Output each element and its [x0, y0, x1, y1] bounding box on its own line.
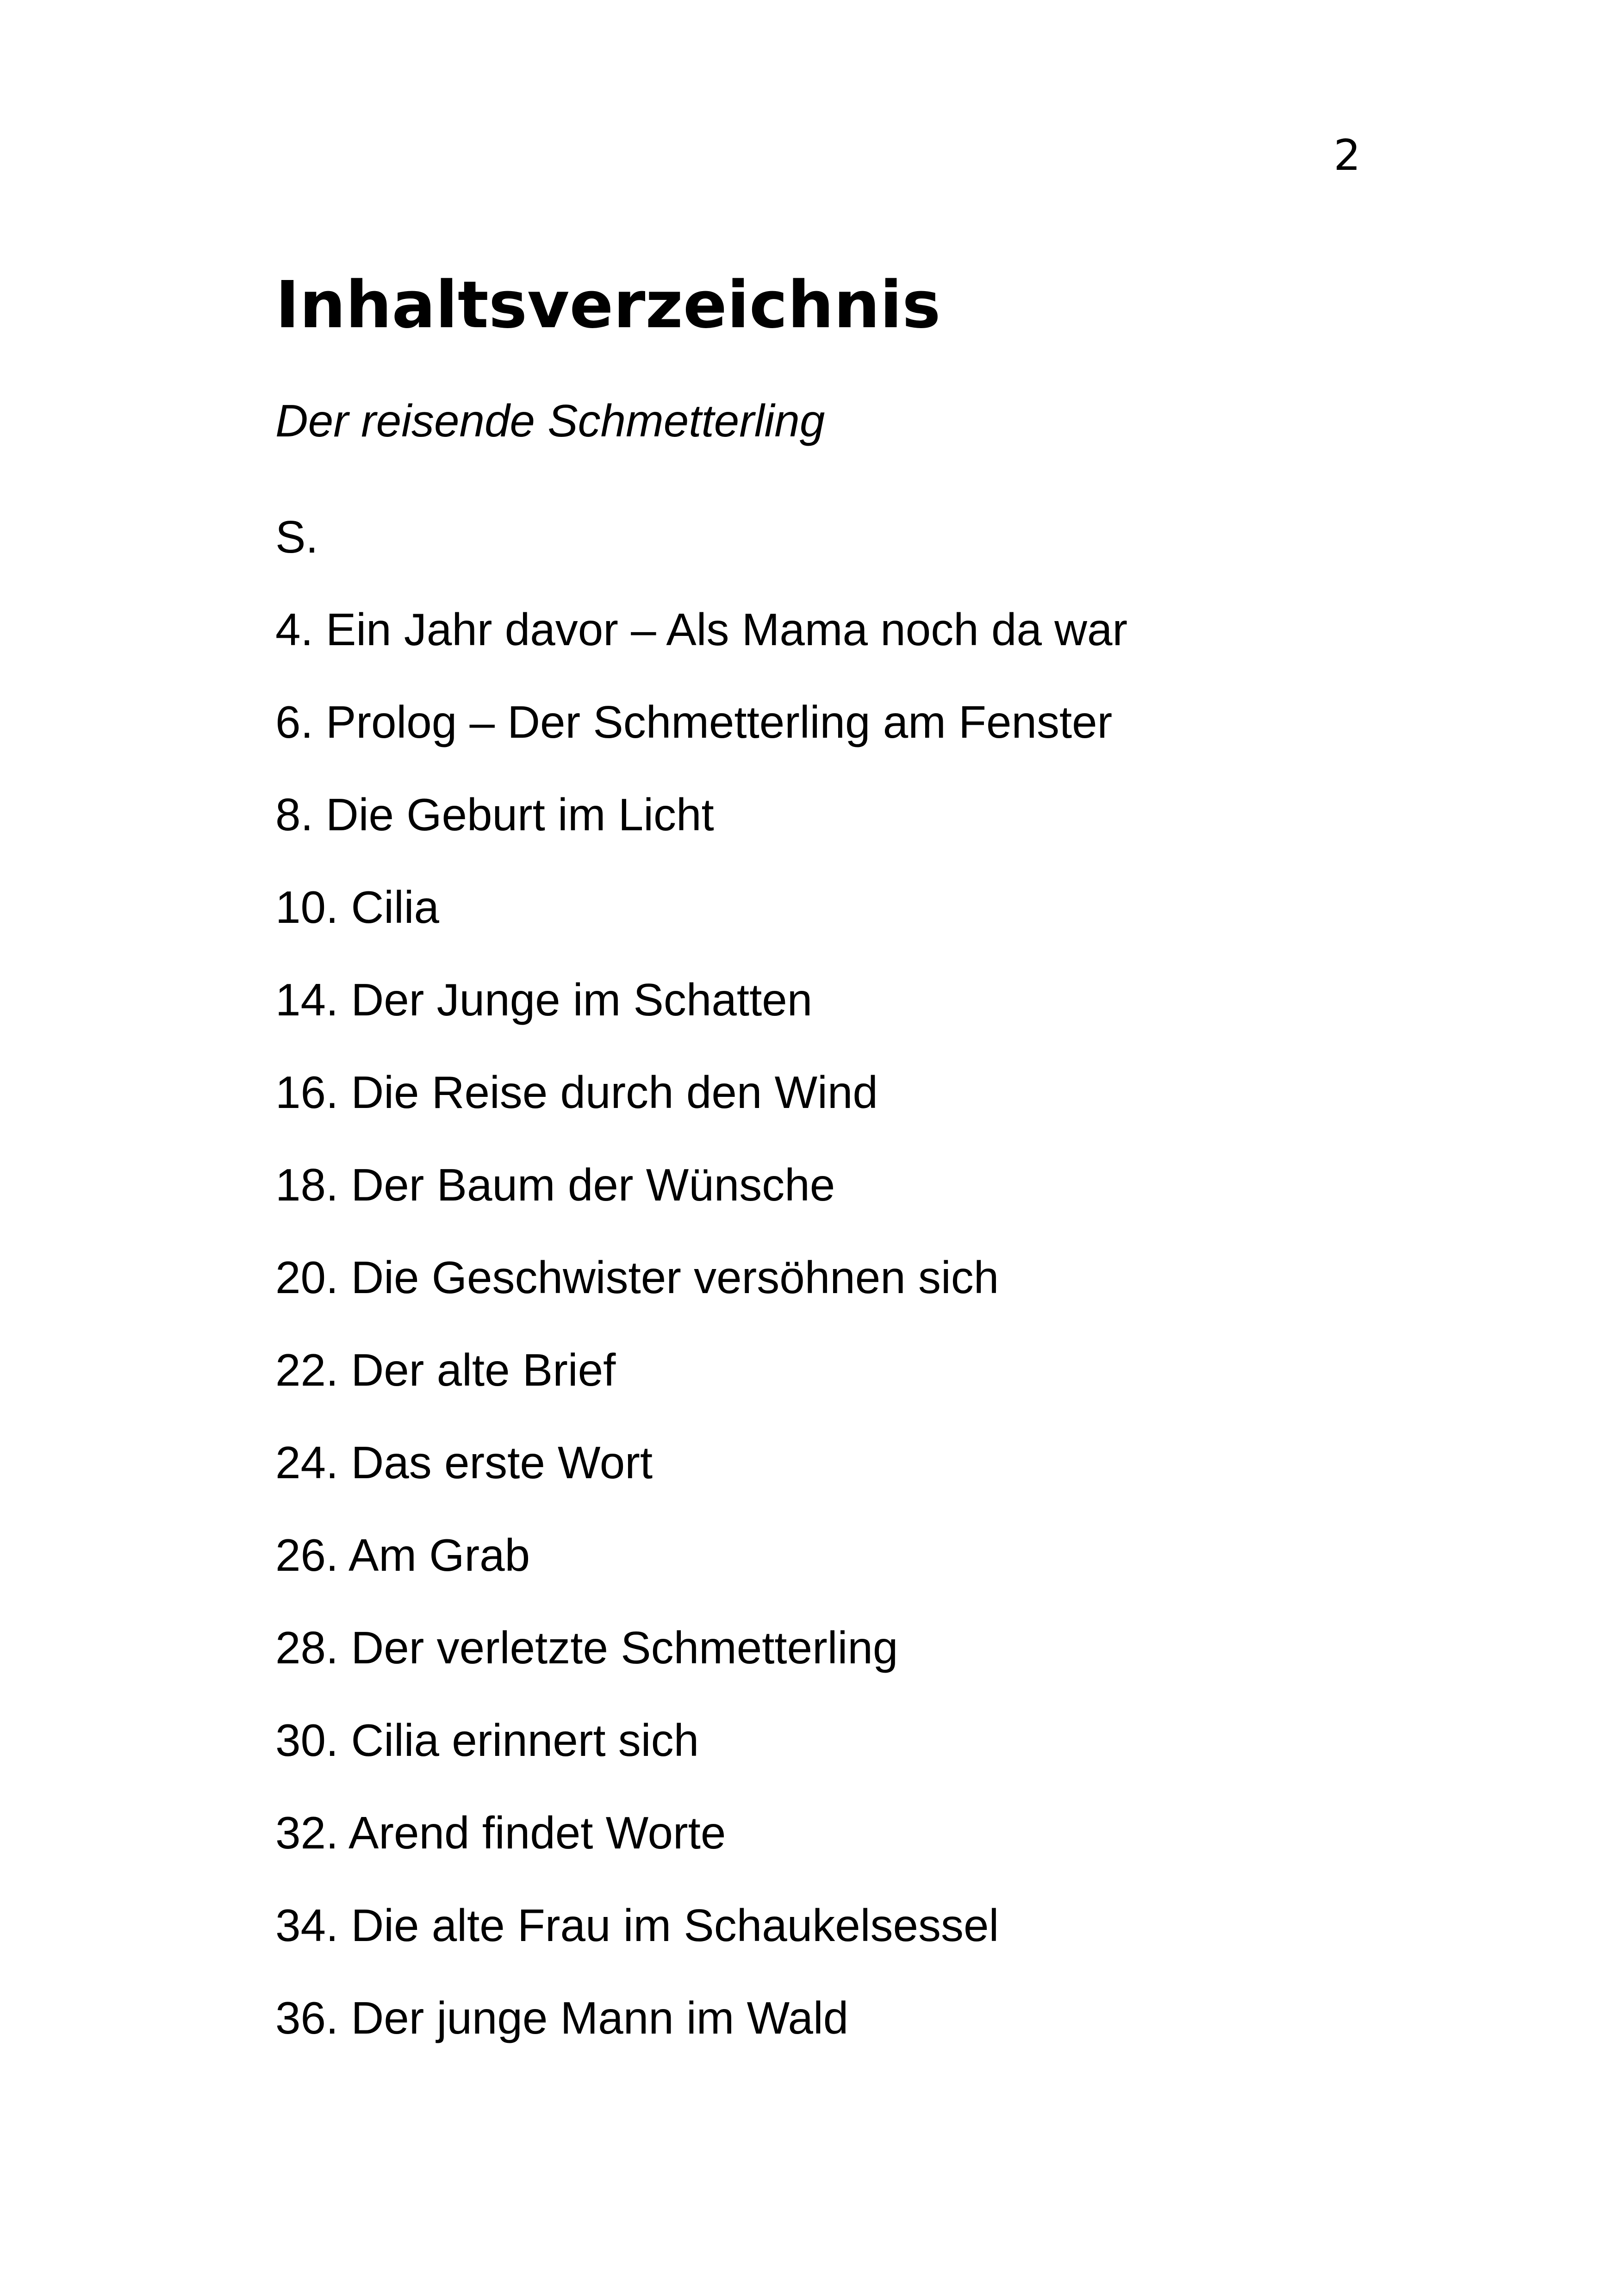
- toc-list: [275, 491, 1127, 2064]
- toc-entry: 10. Cilia: [275, 882, 440, 933]
- toc-page-abbrev: S.: [275, 511, 318, 562]
- toc-entry: 6. Prolog – Der Schmetterling am Fenster: [275, 697, 1113, 747]
- toc-entry: 32. Arend findet Worte: [275, 1807, 726, 1858]
- toc-entry: 16. Die Reise durch den Wind: [275, 1067, 878, 1118]
- toc-entry: 14. Der Junge im Schatten: [275, 974, 813, 1025]
- toc-entry: 24. Das erste Wort: [275, 1437, 653, 1488]
- toc-entry: 4. Ein Jahr davor – Als Mama noch da war: [275, 604, 1128, 655]
- toc-entry: 30. Cilia erinnert sich: [275, 1715, 699, 1766]
- toc-entry: 26. Am Grab: [275, 1530, 530, 1580]
- page-number: 2: [1333, 131, 1361, 180]
- book-subtitle: Der reisende Schmetterling: [275, 395, 825, 446]
- toc-entry: 20. Die Geschwister versöhnen sich: [275, 1252, 999, 1303]
- toc-entry: 22. Der alte Brief: [275, 1344, 616, 1395]
- toc-entry: 18. Der Baum der Wünsche: [275, 1159, 835, 1210]
- toc-entry: 8. Die Geburt im Licht: [275, 789, 714, 840]
- toc-title: Inhaltsverzeichnis: [275, 268, 941, 343]
- toc-entry: 34. Die alte Frau im Schaukelsessel: [275, 1900, 999, 1951]
- toc-entry: 36. Der junge Mann im Wald: [275, 1992, 849, 2043]
- toc-entry: 28. Der verletzte Schmetterling: [275, 1622, 898, 1673]
